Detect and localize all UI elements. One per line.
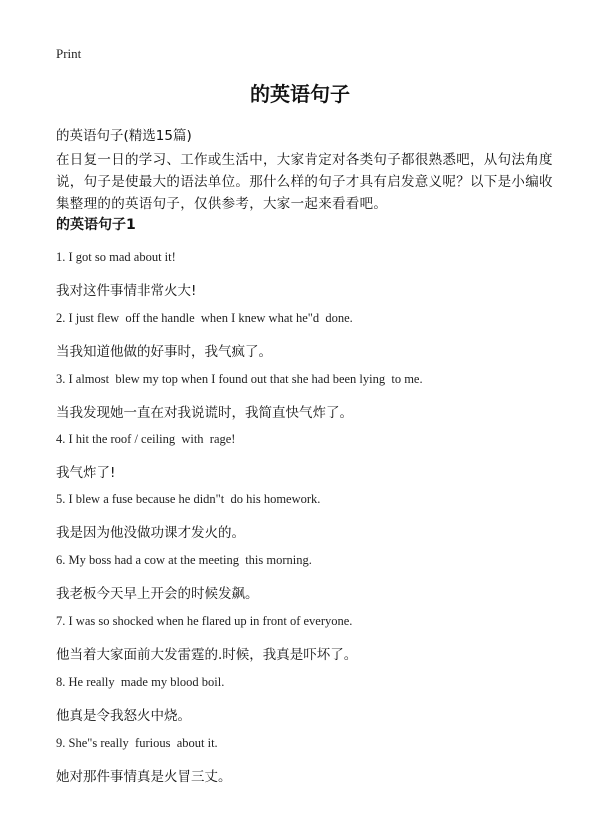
- chinese-translation: 当我发现她一直在对我说谎时，我简直快气炸了。: [56, 405, 353, 421]
- english-sentence: 3. I almost blew my top when I found out that she had been lying to me.: [56, 372, 423, 386]
- chinese-translation: 我是因为他没做功课才发火的。: [56, 525, 245, 541]
- sentence-item-1: [56, 250, 556, 299]
- english-sentence: 5. I blew a fuse because he didn"t do his homework.: [56, 492, 321, 506]
- english-sentence: 9. She"s really furious about it.: [56, 736, 218, 750]
- english-sentence: 7. I was so shocked when he flared up in front of everyone.: [56, 614, 353, 628]
- sentence-item-6: [56, 553, 556, 602]
- sentence-item-8: [56, 675, 556, 724]
- sentence-item-9: [56, 736, 556, 785]
- sentence-item-3: [56, 372, 556, 421]
- english-sentence: 2. I just flew off the handle when I knew what he"d done.: [56, 311, 353, 325]
- chinese-translation: 我对这件事情非常火大!: [56, 283, 197, 299]
- english-sentence: 6. My boss had a cow at the meeting this morning.: [56, 553, 312, 567]
- chinese-translation: 我气炸了!: [56, 465, 116, 481]
- document-subtitle: 的英语句子(精选15篇): [56, 128, 192, 144]
- english-sentence: 4. I hit the roof / ceiling with rage!: [56, 432, 236, 446]
- section-heading: 的英语句子1: [56, 217, 136, 233]
- chinese-translation: 她对那件事情真是火冒三丈。: [56, 769, 232, 785]
- english-sentence: 1. I got so mad about it!: [56, 250, 176, 264]
- sentence-item-4: [56, 432, 556, 481]
- intro-paragraph: 在日复一日的学习、工作或生活中，大家肯定对各类句子都很熟悉吧，从句法角度说，句子是使最大的语法单位。那什么样的句子才具有启发意义呢？以下是小编收集整理的的英语句子，仅供参考，大家一起来看看吧。: [56, 152, 553, 212]
- sentence-item-2: [56, 311, 556, 360]
- sentence-item-5: [56, 492, 556, 541]
- chinese-translation: 我老板今天早上开会的时候发飙。: [56, 586, 259, 602]
- chinese-translation: 他当着大家面前大发雷霆的.时候，我真是吓坏了。: [56, 647, 358, 663]
- sentence-item-7: [56, 614, 556, 663]
- english-sentence: 8. He really made my blood boil.: [56, 675, 225, 689]
- chinese-translation: 他真是令我怒火中烧。: [56, 708, 191, 724]
- chinese-translation: 当我知道他做的好事时，我气疯了。: [56, 344, 272, 360]
- document-title: 的英语句子: [250, 82, 350, 106]
- print-label: Print: [56, 46, 82, 61]
